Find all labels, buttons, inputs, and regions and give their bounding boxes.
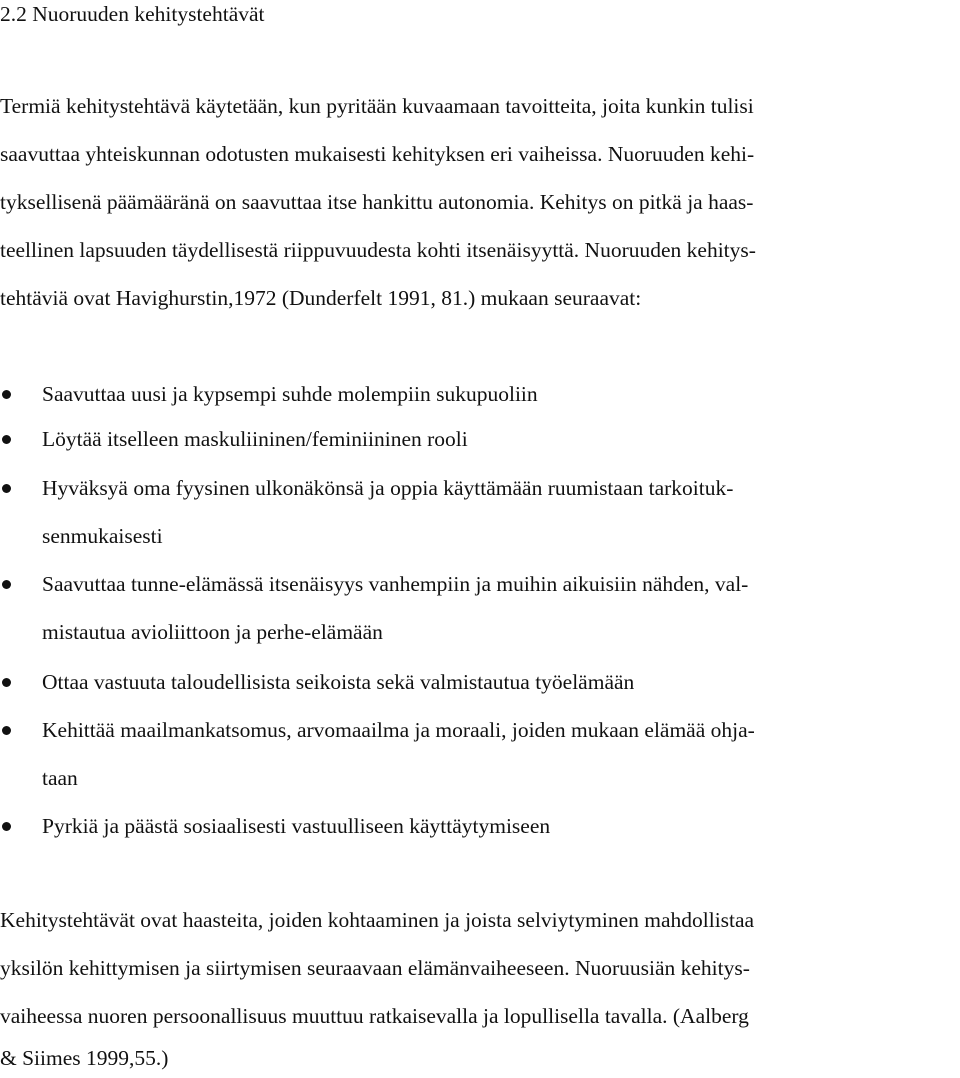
intro-line: teellinen lapsuuden täydellisestä riippuvuudesta kohti itsenäisyyttä. Nuoruuden kehitys- [0,238,756,262]
bullet-icon [2,726,11,735]
outro-line: & Siimes 1999,55.) [0,1046,169,1070]
outro-line: yksilön kehittymisen ja siirtymisen seuraavaan elämänvaiheeseen. Nuoruusiän kehitys- [0,956,750,980]
outro-line: Kehitystehtävät ovat haasteita, joiden kohtaaminen ja joista selviytyminen mahdollistaa [0,908,755,932]
list-item-text: Löytää itselleen maskuliininen/feminiininen rooli [42,427,468,451]
bullet-icon [2,580,11,589]
bullet-icon [2,435,11,444]
list-item-text: Ottaa vastuuta taloudellisista seikoista sekä valmistautua työelämään [42,670,635,694]
intro-line: Termiä kehitystehtävä käytetään, kun pyritään kuvaamaan tavoitteita, joita kunkin tulisi [0,94,754,118]
outro-line: vaiheessa nuoren persoonallisuus muuttuu ratkaisevalla ja lopullisella tavalla. (Aalberg [0,1004,749,1028]
list-item-text: senmukaisesti [42,524,163,548]
list-item-text: Saavuttaa uusi ja kypsempi suhde molempiin sukupuoliin [42,382,538,406]
list-item-text: Pyrkiä ja päästä sosiaalisesti vastuulliseen käyttäytymiseen [42,814,551,838]
intro-line: saavuttaa yhteiskunnan odotusten mukaisesti kehityksen eri vaiheissa. Nuoruuden kehi- [0,142,755,166]
bullet-icon [2,822,11,831]
list-item-text: mistautua avioliittoon ja perhe-elämään [42,620,383,644]
list-item-text: Saavuttaa tunne-elämässä itsenäisyys vanhempiin ja muihin aikuisiin nähden, val- [42,572,749,596]
section-heading: 2.2 Nuoruuden kehitystehtävät [0,2,265,26]
bullet-icon [2,678,11,687]
bullet-icon [2,390,11,399]
bullet-icon [2,484,11,493]
list-item-text: Hyväksyä oma fyysinen ulkonäkönsä ja oppia käyttämään ruumistaan tarkoituk- [42,476,734,500]
intro-line: tehtäviä ovat Havighurstin,1972 (Dunderfelt 1991, 81.) mukaan seuraavat: [0,286,642,310]
intro-line: tyksellisenä päämääränä on saavuttaa itse hankittu autonomia. Kehitys on pitkä ja haas- [0,190,754,214]
list-item-text: Kehittää maailmankatsomus, arvomaailma ja moraali, joiden mukaan elämää ohja- [42,718,755,742]
list-item-text: taan [42,766,78,790]
